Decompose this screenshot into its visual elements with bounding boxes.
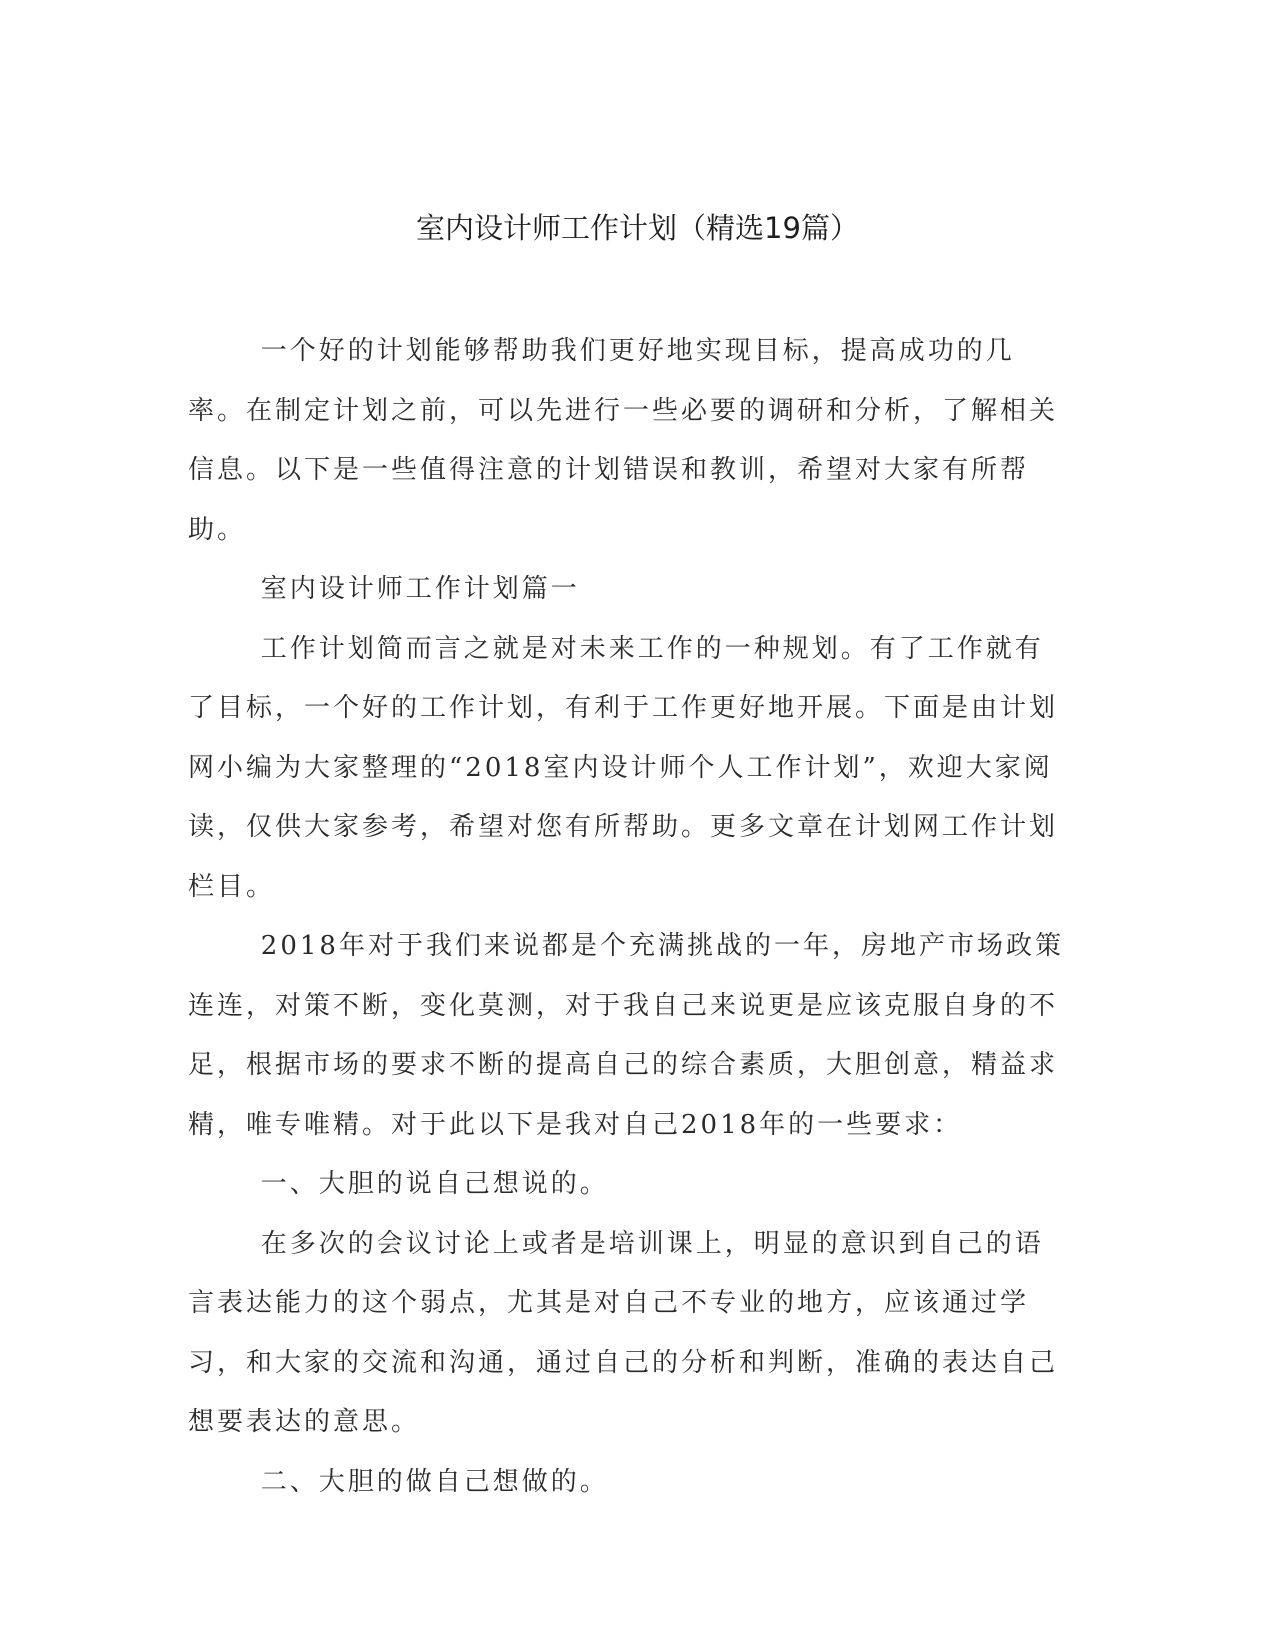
overview-paragraph: 工作计划简而言之就是对未来工作的一种规划。有了工作就有了目标，一个好的工作计划，有利于工作更好地开展。下面是由计划网小编为大家整理的“2018室内设计师个人工作计划”，欢迎大家阅读，仅供大家参考，希望对您有所帮助。更多文章在计划网工作计划栏目。 — [188, 633, 1059, 902]
document-title: 室内设计师工作计划（精选19篇） — [416, 211, 859, 245]
document-body — [188, 322, 1068, 1512]
point-one-heading: 一、大胆的说自己想说的。 — [260, 1169, 609, 1199]
year-goals-paragraph: 2018年对于我们来说都是个充满挑战的一年，房地产市场政策连连，对策不断，变化莫测，对于我自己来说更是应该克服自身的不足，根据市场的要求不断的提高自己的综合素质，大胆创意，精益求精，唯专唯精。对于此以下是我对自己2018年的一些要求： — [188, 931, 1064, 1140]
section-heading-part-one: 室内设计师工作计划篇一 — [260, 574, 580, 604]
point-one-paragraph: 在多次的会议讨论上或者是培训课上，明显的意识到自己的语言表达能力的这个弱点，尤其是对自己不专业的地方，应该通过学习，和大家的交流和沟通，通过自己的分析和判断，准确的表达自己想要表达的意思。 — [188, 1228, 1059, 1437]
point-two-heading: 二、大胆的做自己想做的。 — [260, 1466, 609, 1497]
intro-paragraph: 一个好的计划能够帮助我们更好地实现目标，提高成功的几率。在制定计划之前，可以先进行一些必要的调研和分析，了解相关信息。以下是一些值得注意的计划错误和教训，希望对大家有所帮助。 — [188, 336, 1059, 545]
